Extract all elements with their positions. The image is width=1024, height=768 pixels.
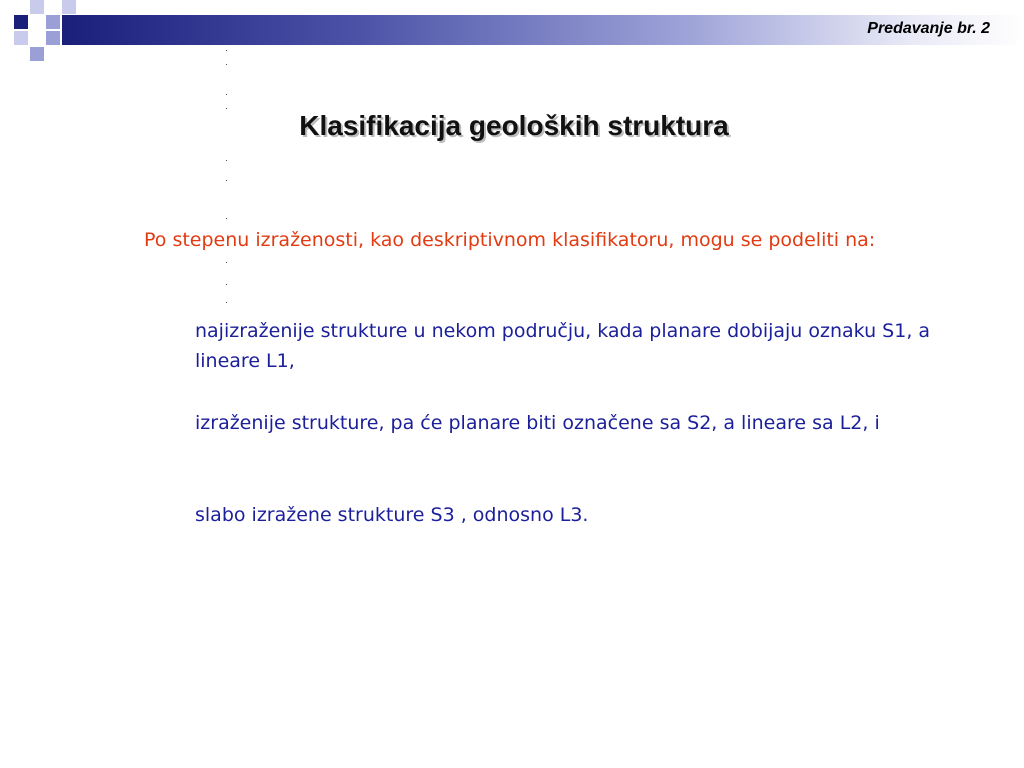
corner-square-decoration [46, 31, 60, 45]
guide-dot [226, 262, 227, 263]
corner-square-decoration [14, 31, 28, 45]
corner-square-decoration [30, 47, 44, 61]
guide-dot [226, 284, 227, 285]
corner-square-decoration [62, 0, 76, 14]
guide-dot [226, 218, 227, 219]
list-item: izraženije strukture, pa će planare biti označene sa S2, a lineare sa L2, i [195, 412, 880, 434]
intro-paragraph: Po stepenu izraženosti, kao deskriptivnom klasifikatoru, mogu se podeliti na: [144, 229, 876, 251]
guide-dot [226, 50, 227, 51]
corner-square-decoration [46, 15, 60, 29]
list-item: najizraženije strukture u nekom području, kada planare dobijaju oznaku S1, a lineare L1, [195, 320, 931, 372]
lecture-label: Predavanje br. 2 [867, 20, 990, 37]
guide-dot [226, 302, 227, 303]
guide-dot [226, 64, 227, 65]
corner-square-decoration [14, 15, 28, 29]
guide-dot [226, 94, 227, 95]
corner-square-decoration [30, 0, 44, 14]
guide-dot [226, 180, 227, 181]
list-item: slabo izražene strukture S3 , odnosno L3. [195, 504, 589, 526]
guide-dot [226, 160, 227, 161]
slide-title: Klasifikacija geoloških struktura [299, 110, 729, 141]
guide-dot [226, 108, 227, 109]
